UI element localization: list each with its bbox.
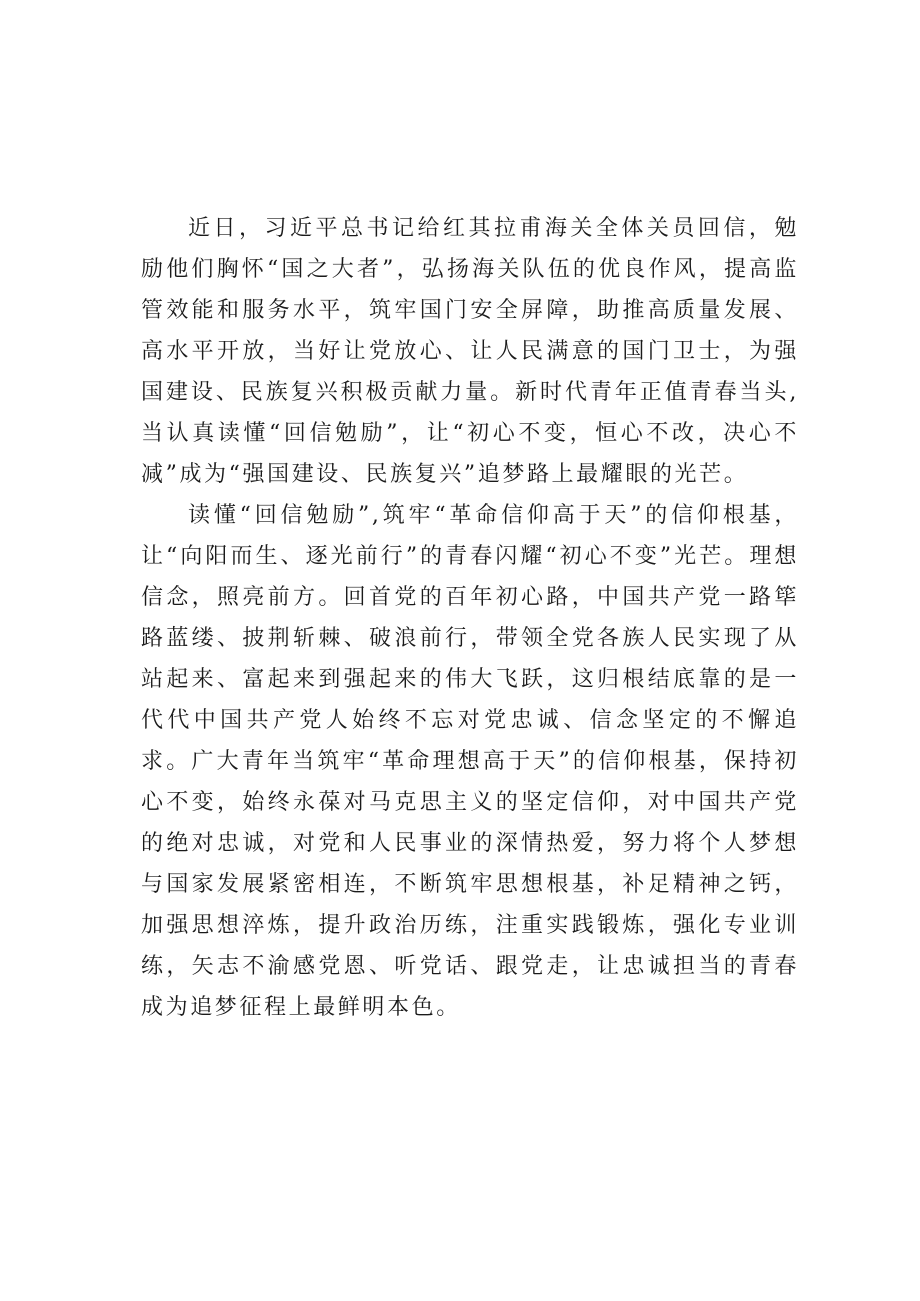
- paragraph-2: 读懂“回信勉励”,筑牢“革命信仰高于天”的信仰根基，让“向阳而生、逐光前行”的青春闪耀“初心不变”光芒。理想信念，照亮前方。回首党的百年初心路，中国共产党一路筚路蓝缕、披荆斩棘、破浪前行，带领全党各族人民实现了从站起来、富起来到强起来的伟大飞跃，这归根结底靠的是一代代中国共产党人始终不忘对党忠诚、信念坚定的不懈追求。广大青年当筑牢“革命理想高于天”的信仰根基，保持初心不变，始终永葆对马克思主义的坚定信仰，对中国共产党的绝对忠诚，对党和人民事业的深情热爱，努力将个人梦想与国家发展紧密相连，不断筑牢思想根基，补足精神之钙，加强思想淬炼，提升政治历练，注重实践锻炼，强化专业训练，矢志不渝感党恩、听党话、跟党走，让忠诚担当的青春成为追梦征程上最鲜明本色。: [141, 503, 799, 1020]
- paragraph-1: 近日，习近平总书记给红其拉甫海关全体关员回信，勉励他们胸怀“国之大者”，弘扬海关队伍的优良作风，提高监管效能和服务水平，筑牢国门安全屏障，助推高质量发展、高水平开放，当好让党放心、让人民满意的国门卫士，为强国建设、民族复兴积极贡献力量。新时代青年正值青春当头,当认真读懂“回信勉励”，让“初心不变，恒心不改，决心不减”成为“强国建设、民族复兴”追梦路上最耀眼的光芒。: [141, 216, 799, 487]
- document-body: [141, 208, 799, 1028]
